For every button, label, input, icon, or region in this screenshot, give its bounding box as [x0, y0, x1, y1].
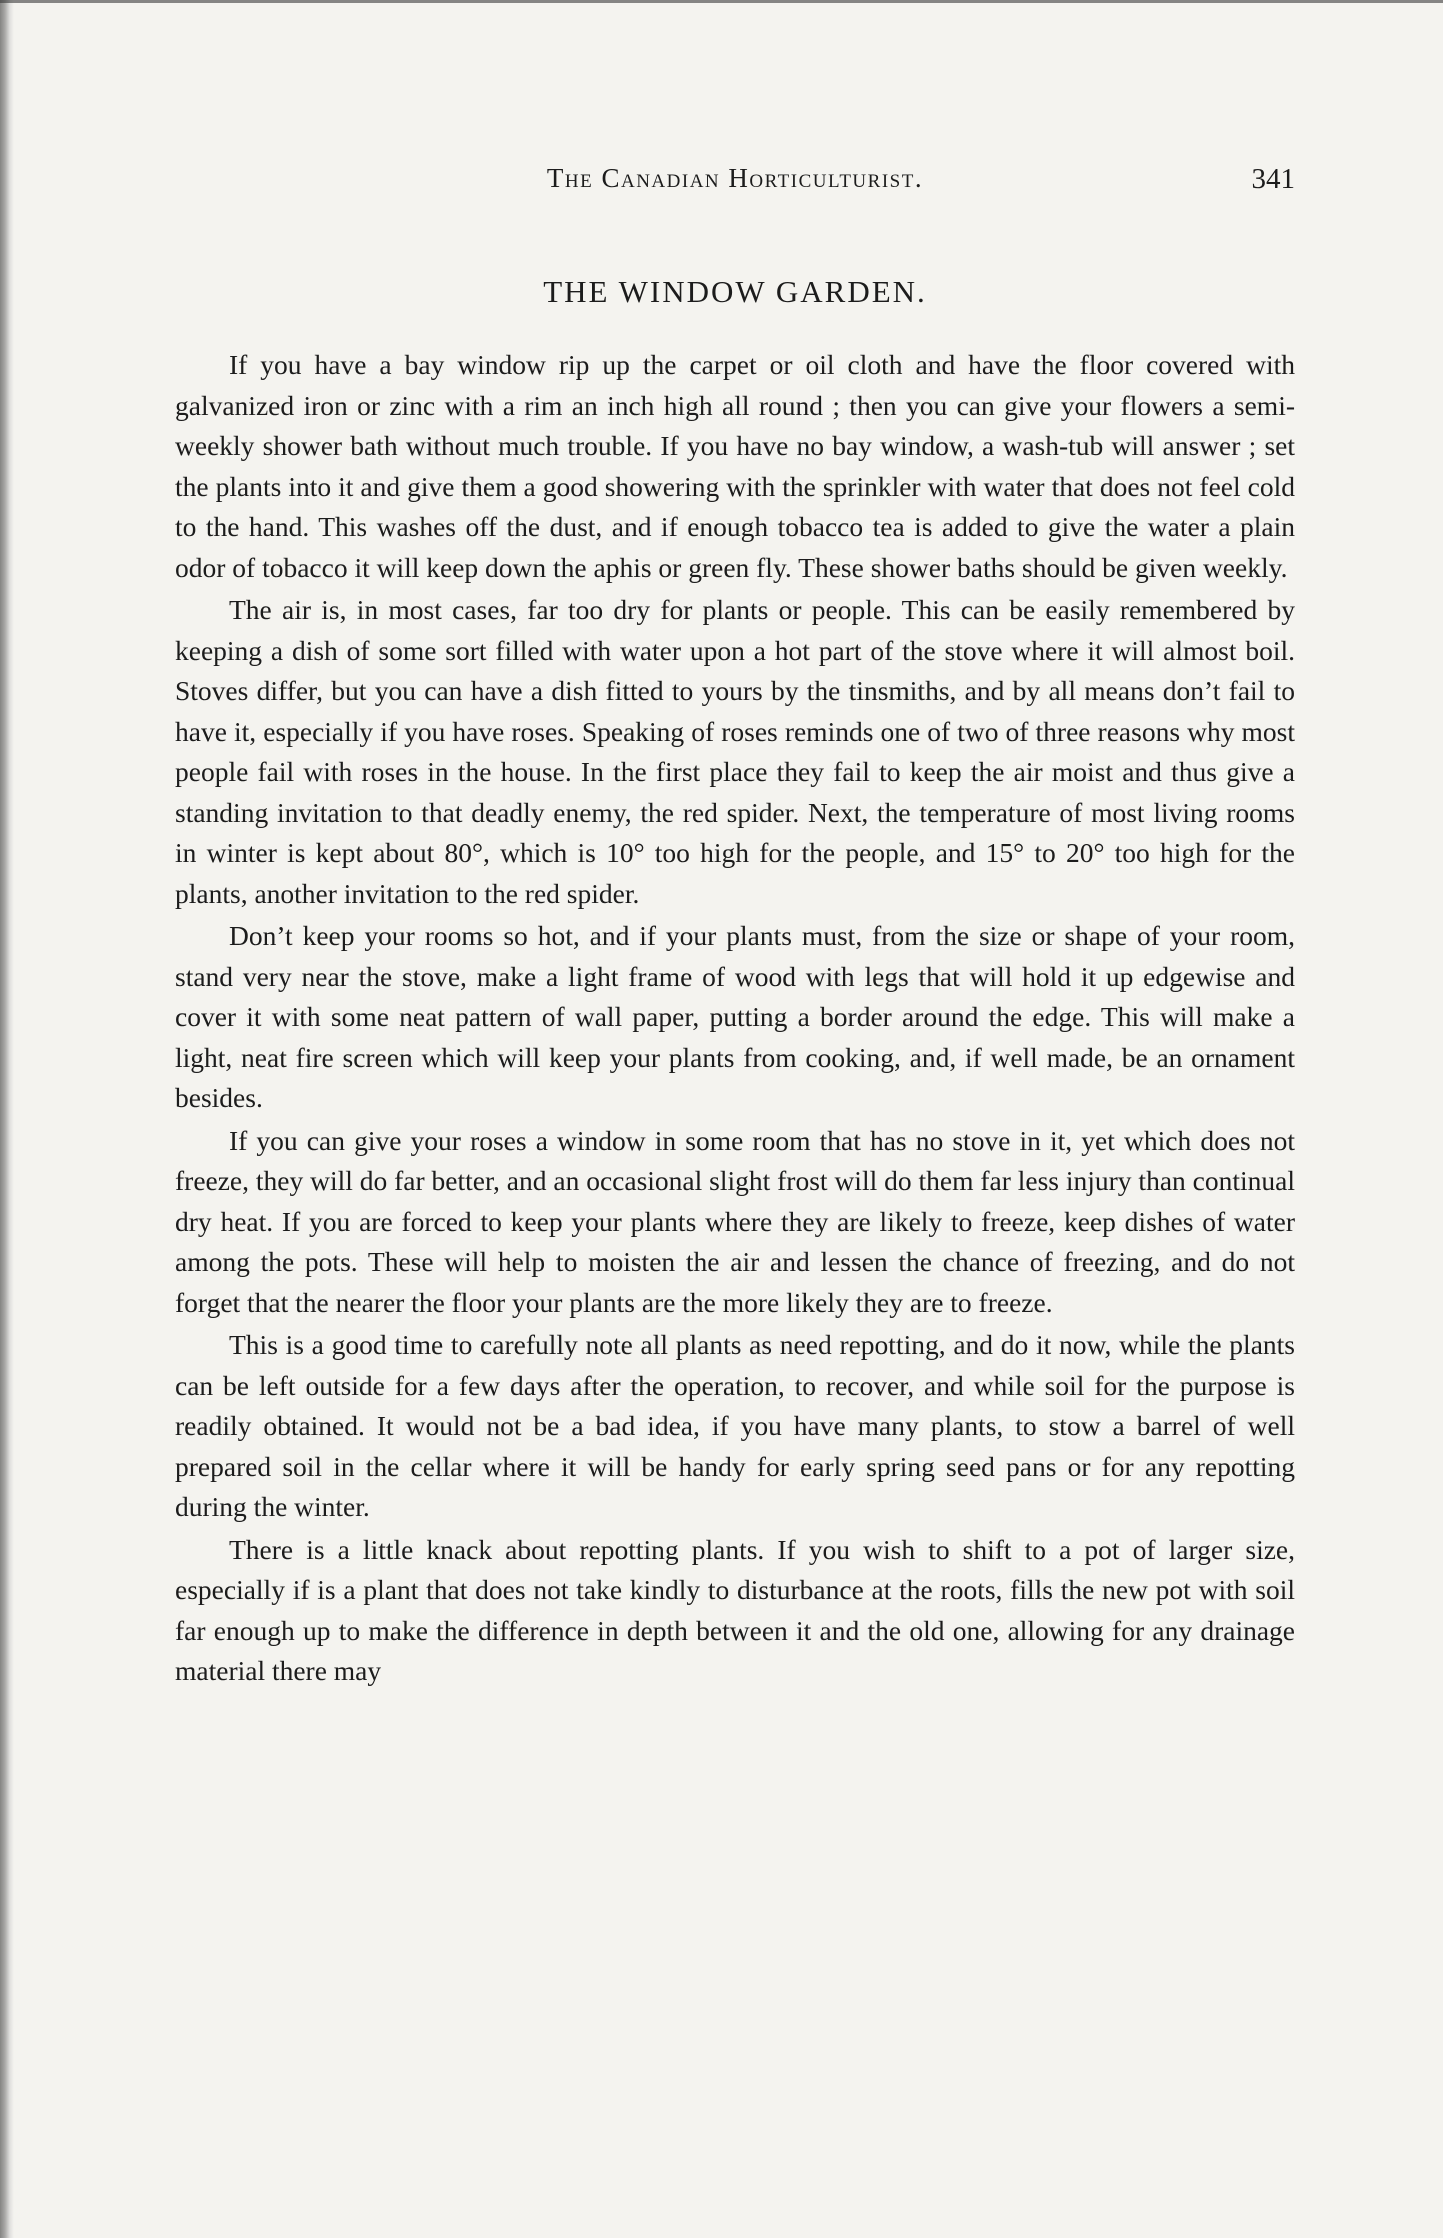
page-binding-shadow — [0, 0, 14, 2238]
running-head — [175, 163, 1295, 203]
running-title: The Canadian Horticulturist. — [546, 163, 924, 193]
page-number: 341 — [1251, 163, 1295, 195]
paragraph: Don’t keep your rooms so hot, and if your plants must, from the size or shape of your room, stand very near the stove, make a light frame of wood with legs that will hold it up edgewise and cover it with some neat pattern of wall paper, putting a border around the edge. This will make a light, neat fire screen which will keep your plants from cooking, and, if well made, be an ornament besides. — [175, 920, 1295, 1113]
paragraph: If you can give your roses a window in some room that has no stove in it, yet which does not freeze, they will do far better, and an occasional slight frost will do them far less injury than continual dry heat. If you are forced to keep your plants where they are likely to freeze, keep dishes of water among the pots. These will help to moisten the air and lessen the chance of freezing, and do not forget that the nearer the floor your plants are the more likely they are to freeze. — [175, 1124, 1295, 1318]
page-top-edge — [0, 0, 1443, 3]
paragraph: If you have a bay window rip up the carpet or oil cloth and have the floor covered with galvanized iron or zinc with a rim an inch high all round ; then you can give your flowers a semi-weekly shower bath without much trouble. If you have no bay window, a wash-tub will answer ; set the plants into it and give them a good showering with the sprinkler with water that does not feel cold to the hand. This washes off the dust, and if enough tobacco tea is added to give the water a plain odor of tobacco it will keep down the aphis or green fly. These shower baths should be given weekly. — [175, 349, 1295, 583]
article-body — [175, 345, 1295, 1692]
paragraph: This is a good time to carefully note all plants as need repotting, and do it now, while the plants can be left outside for a few days after the operation, to recover, and while soil for the purpose is readily obtained. It would not be a bad idea, if you have many plants, to stow a barrel of well prepared soil in the cellar where it will be handy for early spring seed pans or for any repotting during the winter. — [175, 1329, 1295, 1522]
article-title: THE WINDOW GARDEN. — [543, 274, 927, 309]
paragraph: There is a little knack about repotting plants. If you wish to shift to a pot of larger size, especially if is a plant that does not take kindly to disturbance at the roots, fills the new pot with soil far enough up to make the difference in depth between it and the old one, allowing for any drainage material there may — [175, 1533, 1295, 1686]
paragraph: The air is, in most cases, far too dry for plants or people. This can be easily remembered by keeping a dish of some sort filled with water upon a hot part of the stove where it will almost boil. Stoves differ, but you can have a dish fitted to yours by the tinsmiths, and by all means don’t fail to have it, especially if you have roses. Speaking of roses reminds one of two of three reasons why most people fail with roses in the house. In the first place they fail to keep the air moist and thus give a standing invitation to that deadly enemy, the red spider. Next, the temperature of most living rooms in winter is kept about 80°, which is 10° too high for the people, and 15° to 20° too high for the plants, another invitation to the red spider. — [175, 594, 1295, 909]
